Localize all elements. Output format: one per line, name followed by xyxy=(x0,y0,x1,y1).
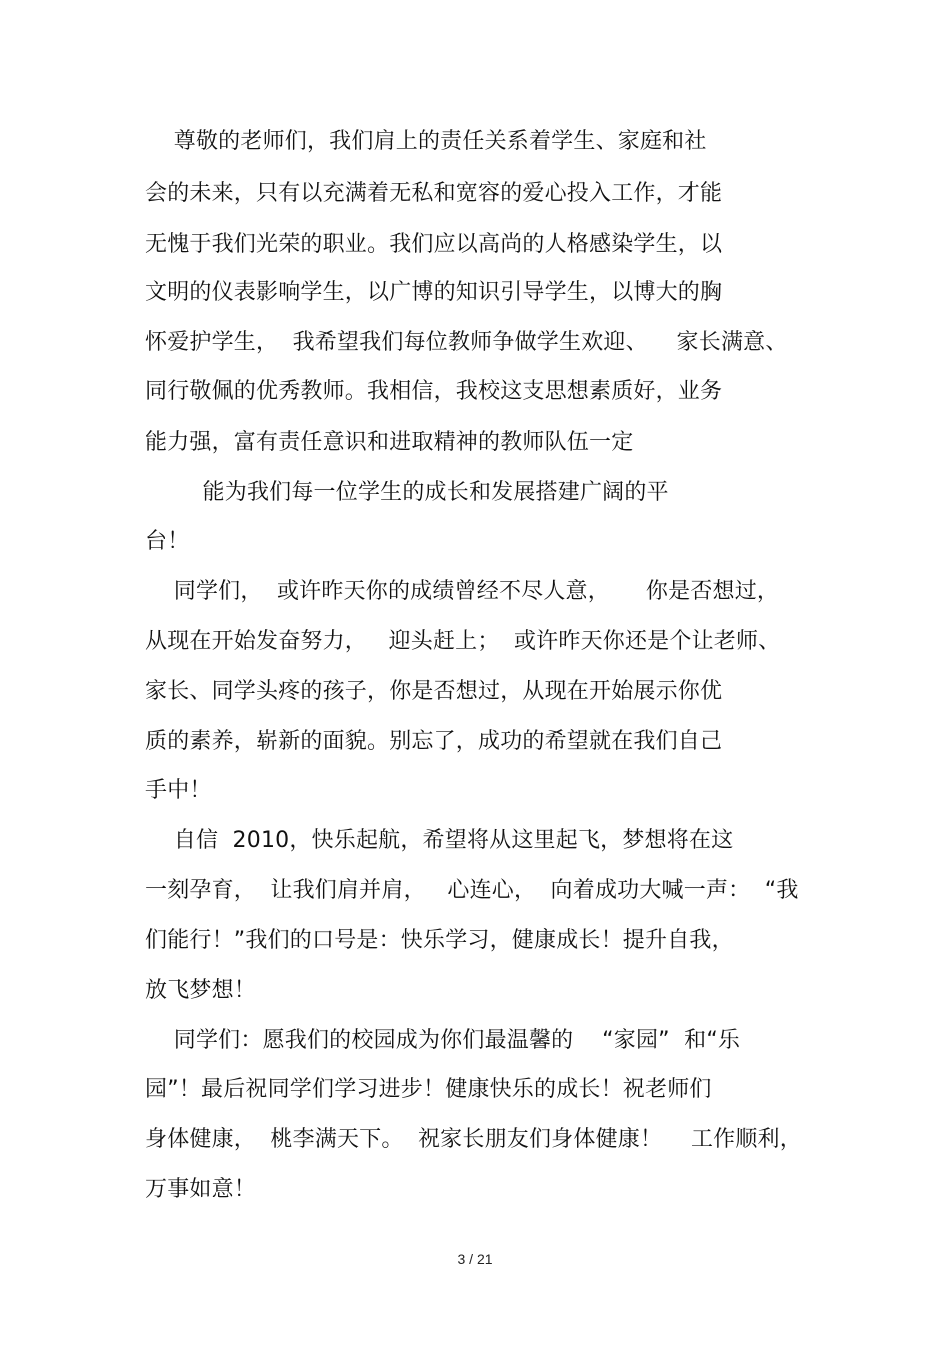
text-line: 自信 2010，快乐起航，希望将从这里起飞，梦想将在这 xyxy=(145,828,734,853)
page-number: 3 / 21 xyxy=(457,1251,493,1267)
text-line: 身体健康， 桃李满天下。 祝家长朋友们身体健康！ 工作顺利， xyxy=(145,1127,802,1152)
text-line: 园”！最后祝同学们学习进步！健康快乐的成长！祝老师们 xyxy=(145,1077,712,1102)
text-line: 台！ xyxy=(145,529,190,554)
text-line: 能为我们每一位学生的成长和发展搭建广阔的平 xyxy=(145,480,669,505)
text-line: 尊敬的老师们，我们肩上的责任关系着学生、家庭和社 xyxy=(145,129,707,154)
text-line: 怀爱护学生， 我希望我们每位教师争做学生欢迎、 家长满意、 xyxy=(145,330,788,355)
text-line: 同行敬佩的优秀教师。我相信，我校这支思想素质好，业务 xyxy=(145,379,723,404)
text-line: 一刻孕育， 让我们肩并肩， 心连心， 向着成功大喊一声： “我 xyxy=(145,878,799,903)
text-line: 放飞梦想！ xyxy=(145,978,257,1003)
text-line: 家长、同学头疼的孩子，你是否想过，从现在开始展示你优 xyxy=(145,679,723,704)
text-line: 手中！ xyxy=(145,778,212,803)
text-line: 同学们， 或许昨天你的成绩曾经不尽人意， 你是否想过， xyxy=(145,579,780,604)
text-line: 能力强，富有责任意识和进取精神的教师队伍一定 xyxy=(145,430,634,455)
text-line: 质的素养，崭新的面貌。别忘了，成功的希望就在我们自己 xyxy=(145,729,723,754)
text-line: 从现在开始发奋努力， 迎头赶上； 或许昨天你还是个让老师、 xyxy=(145,629,781,654)
text-line: 万事如意！ xyxy=(145,1177,257,1202)
text-line: 同学们：愿我们的校园成为你们最温馨的 “家园” 和“乐 xyxy=(145,1028,741,1053)
text-line: 无愧于我们光荣的职业。我们应以高尚的人格感染学生，以 xyxy=(145,232,723,257)
text-line: 会的未来，只有以充满着无私和宽容的爱心投入工作，才能 xyxy=(145,181,723,206)
text-line: 文明的仪表影响学生，以广博的知识引导学生，以博大的胸 xyxy=(145,280,723,305)
text-line: 们能行！”我们的口号是：快乐学习，健康成长！提升自我， xyxy=(145,928,734,953)
